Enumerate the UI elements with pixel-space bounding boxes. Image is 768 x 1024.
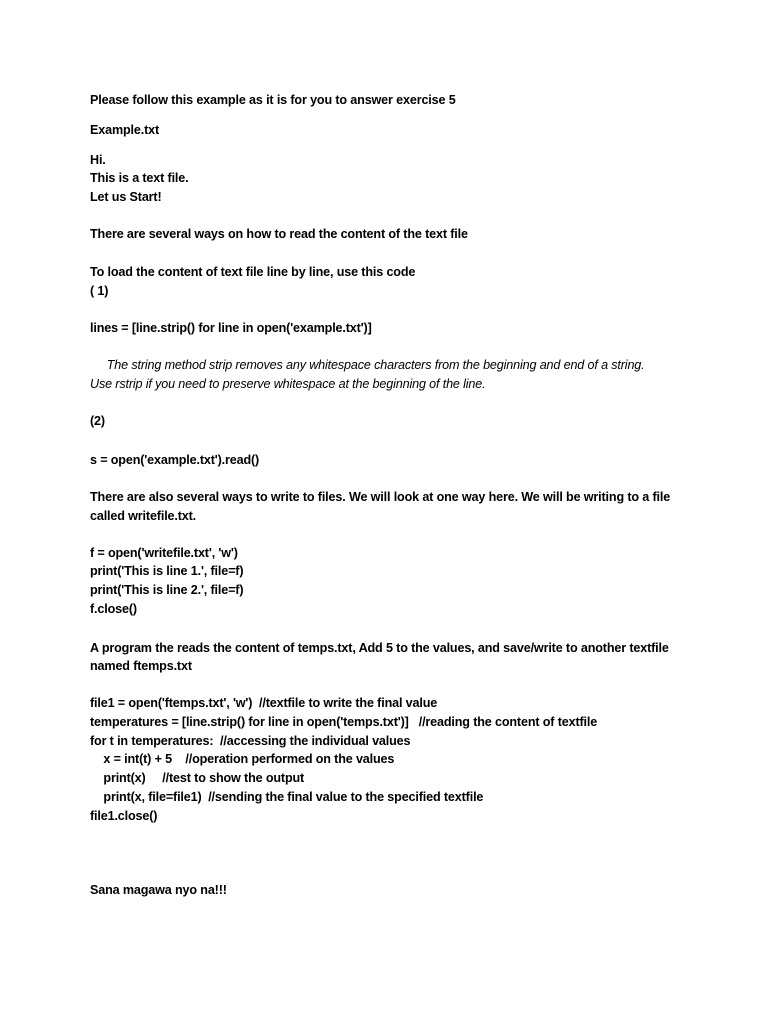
example-content-line: This is a text file. — [90, 171, 189, 185]
program-intro-line: A program the reads the content of temps.txt, Add 5 to the values, and save/write to another textfile — [90, 641, 669, 655]
program-code-line: print(x, file=file1) //sending the final value to the specified textfile — [90, 790, 484, 804]
line-by-line-intro: To load the content of text file line by line, use this code — [90, 265, 416, 279]
write-code-line: print('This is line 2.', file=f) — [90, 583, 244, 597]
method1-label: ( 1) — [90, 284, 109, 298]
write-code-line: f = open('writefile.txt', 'w') — [90, 546, 238, 560]
method2-label: (2) — [90, 414, 105, 428]
program-code-line: file1.close() — [90, 809, 158, 823]
write-intro-line: called writefile.txt. — [90, 509, 197, 523]
write-code-line: f.close() — [90, 602, 137, 616]
read-intro-text: There are several ways on how to read the content of the text file — [90, 227, 468, 241]
method1-code: lines = [line.strip() for line in open('example.txt')] — [90, 321, 372, 335]
note-line: Use rstrip if you need to preserve whitespace at the beginning of the line. — [90, 377, 486, 391]
program-intro-line: named ftemps.txt — [90, 659, 192, 673]
example-content-line: Hi. — [90, 153, 106, 167]
example-filename: Example.txt — [90, 123, 160, 137]
intro-text: Please follow this example as it is for you to answer exercise 5 — [90, 93, 456, 107]
program-code-line: file1 = open('ftemps.txt', 'w') //textfile to write the final value — [90, 696, 438, 710]
closing-text: Sana magawa nyo na!!! — [90, 883, 227, 897]
write-intro-line: There are also several ways to write to files. We will look at one way here. We will be writing to a file — [90, 490, 671, 504]
program-code-line: for t in temperatures: //accessing the individual values — [90, 734, 411, 748]
example-content-line: Let us Start! — [90, 190, 162, 204]
method2-code: s = open('example.txt').read() — [90, 453, 260, 467]
note-line: The string method strip removes any whitespace characters from the beginning and end of a string. — [90, 358, 645, 372]
program-code-line: temperatures = [line.strip() for line in open('temps.txt')] //reading the content of textfile — [90, 715, 598, 729]
program-code-line: print(x) //test to show the output — [90, 771, 305, 785]
program-code-line: x = int(t) + 5 //operation performed on the values — [90, 752, 395, 766]
write-code-line: print('This is line 1.', file=f) — [90, 564, 244, 578]
